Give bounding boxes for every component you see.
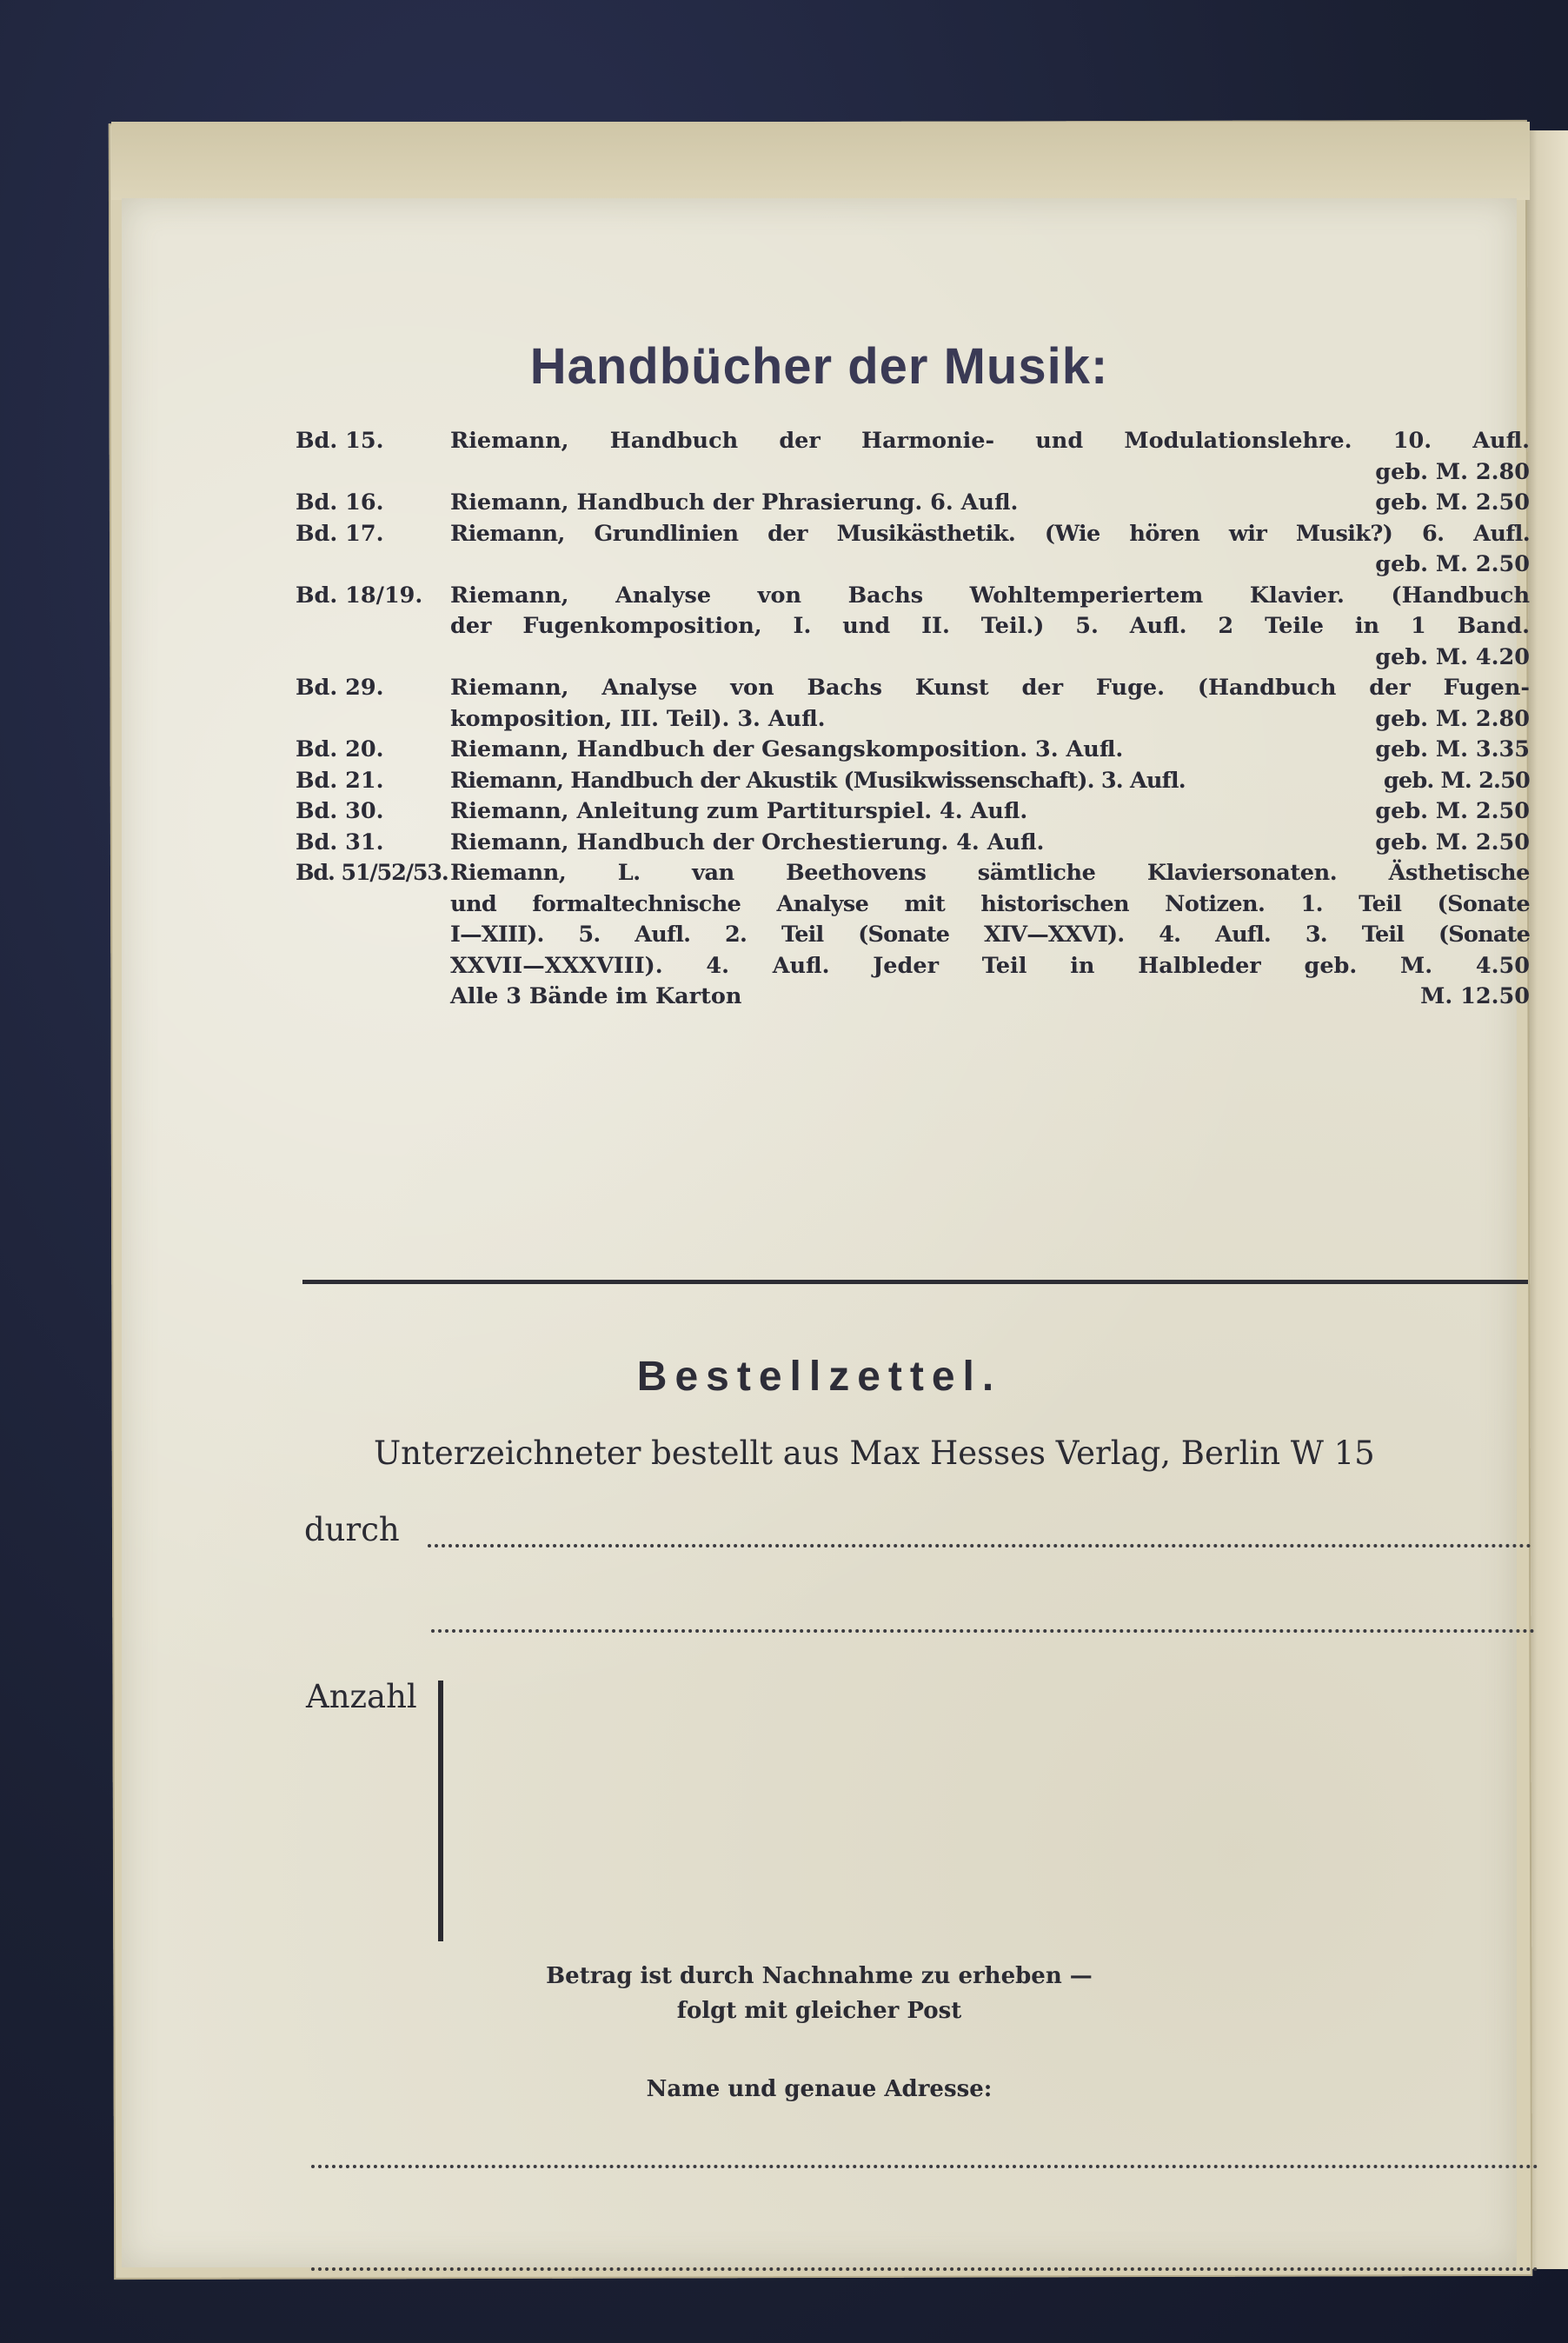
catalog-entry [296, 519, 1530, 581]
catalog-list [296, 426, 1530, 1013]
volume-number: Bd. 21. [296, 767, 384, 794]
entry-line: Riemann, Analyse von Bachs Kunst der Fuge. (Handbuch der Fugen- [450, 675, 1530, 701]
volume-number: Bd. 20. [296, 736, 384, 762]
entry-line: Riemann, Anleitung zum Partiturspiel. 4. Aufl. [450, 798, 1028, 824]
catalog-entry [296, 828, 1530, 859]
durch-label: durch [304, 1511, 400, 1548]
page-heading: Handbücher der Musik: [529, 338, 1109, 395]
payment-note-line-2: folgt mit gleicher Post [676, 1998, 962, 2024]
entry-line: I—XIII). 5. Aufl. 2. Teil (Sonate XIV—XXVI). 4. Aufl. 3. Teil (Sonate [450, 922, 1530, 948]
entry-price: geb. M. 3.35 [1375, 736, 1530, 762]
catalog-entry [296, 766, 1530, 797]
catalog-entry [296, 426, 1530, 488]
divider-rule [302, 1280, 1528, 1284]
entry-price: geb. M. 4.20 [1375, 643, 1530, 670]
volume-number: Bd. 30. [296, 798, 384, 824]
volume-number: Bd. 16. [296, 489, 384, 516]
cover-flap [111, 122, 1530, 200]
volume-number: Bd. 51/52/53. [296, 860, 448, 886]
entry-line: XXVII—XXXVIII). 4. Aufl. Jeder Teil in Halbleder geb. M. 4.50 [450, 952, 1530, 979]
catalog-page [122, 198, 1530, 2267]
entry-price: geb. M. 2.50 [1375, 829, 1530, 855]
address-field-line-1[interactable] [311, 2165, 1538, 2168]
durch-field-line-2[interactable] [431, 1629, 1535, 1633]
address-label: Name und genaue Adresse: [646, 2076, 993, 2102]
entry-price: geb. M. 2.50 [1383, 767, 1530, 794]
entry-line: Riemann, Handbuch der Akustik (Musikwissenschaft). 3. Aufl. [450, 767, 1186, 794]
durch-field[interactable] [428, 1544, 1531, 1548]
entry-line: Riemann, Analyse von Bachs Wohltemperiertem Klavier. (Handbuch [450, 582, 1530, 609]
entry-line: Riemann, Grundlinien der Musikästhetik. (Wie hören wir Musik?) 6. Aufl. [450, 520, 1530, 547]
volume-number: Bd. 17. [296, 520, 384, 547]
entry-line: Alle 3 Bände im Karton [450, 983, 742, 1009]
order-form-title: Bestellzettel. [636, 1354, 1002, 1400]
entry-price: geb. M. 2.50 [1375, 798, 1530, 824]
anzahl-label: Anzahl [306, 1678, 417, 1715]
entry-line: und formaltechnische Analyse mit historischen Notizen. 1. Teil (Sonate [450, 890, 1530, 917]
catalog-entry [296, 673, 1530, 735]
entry-price: M. 12.50 [1420, 983, 1530, 1009]
catalog-entry [296, 735, 1530, 766]
entry-line: Riemann, Handbuch der Orchestierung. 4. Aufl. [450, 829, 1045, 855]
entry-price: geb. M. 2.50 [1375, 551, 1530, 577]
catalog-entry [296, 858, 1530, 1013]
anzahl-divider [438, 1681, 443, 1941]
catalog-entry [296, 581, 1530, 674]
volume-number: Bd. 15. [296, 428, 384, 454]
volume-number: Bd. 29. [296, 675, 384, 701]
entry-price: geb. M. 2.80 [1375, 705, 1530, 732]
entry-line: Riemann, Handbuch der Harmonie- und Modulationslehre. 10. Aufl. [450, 428, 1530, 454]
entry-line: Riemann, Handbuch der Phrasierung. 6. Aufl. [450, 489, 1019, 516]
payment-note-line-1: Betrag ist durch Nachnahme zu erheben — [546, 1963, 1093, 1989]
catalog-entry [296, 796, 1530, 828]
entry-line: der Fugenkomposition, I. und II. Teil.) 5. Aufl. 2 Teile in 1 Band. [450, 613, 1530, 639]
entry-line: Riemann, L. van Beethovens sämtliche Klaviersonaten. Ästhetische [450, 860, 1530, 886]
volume-number: Bd. 31. [296, 829, 384, 855]
address-field-line-2[interactable] [311, 2267, 1538, 2271]
entry-line: Riemann, Handbuch der Gesangskomposition. 3. Aufl. [450, 736, 1124, 762]
order-intro-text: Unterzeichneter bestellt aus Max Hesses Verlag, Berlin W 15 [374, 1434, 1375, 1472]
volume-number: Bd. 18/19. [296, 582, 423, 609]
catalog-entry [296, 488, 1530, 519]
entry-price: geb. M. 2.50 [1375, 489, 1530, 516]
entry-line: komposition, III. Teil). 3. Aufl. [450, 705, 826, 732]
entry-price: geb. M. 2.80 [1375, 458, 1530, 485]
